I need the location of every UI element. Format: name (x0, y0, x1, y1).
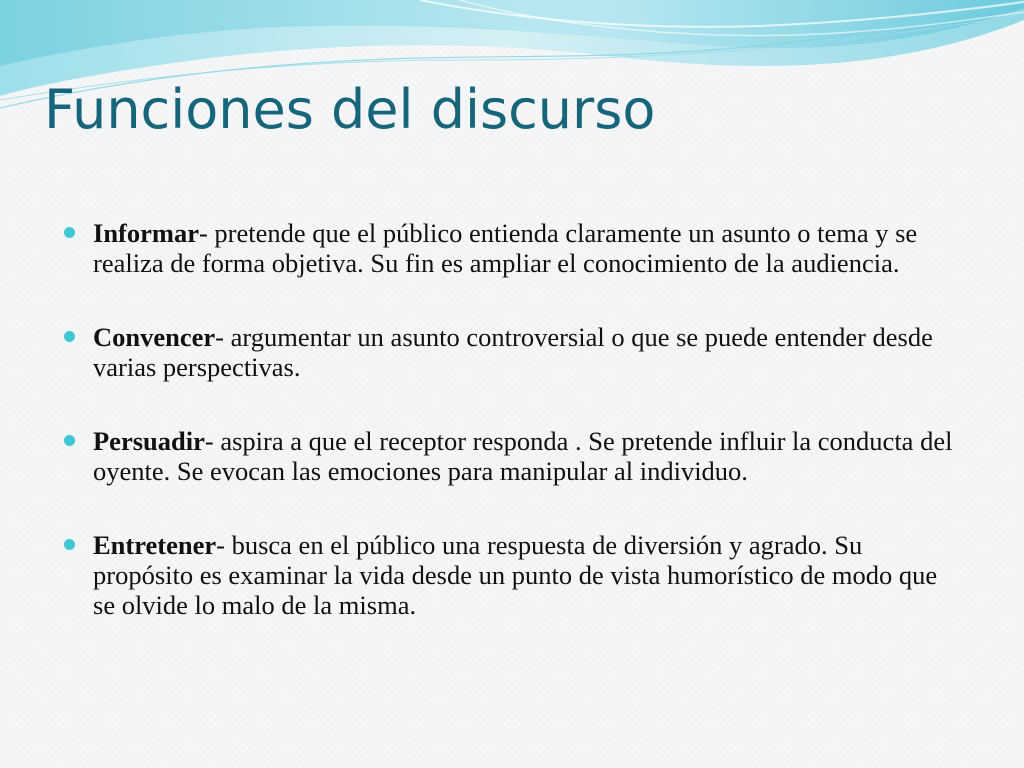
bullet-term: Entretener (93, 530, 217, 560)
bullet-item-convencer (64, 322, 964, 382)
bullet-text: - busca en el público una respuesta de diversión y agrado. Su propósito es examinar la vida desde un punto de vista humorístico de modo que se olvide lo malo de la misma. (93, 530, 938, 620)
bullet-text: - argumentar un asunto controversial o que se puede entender desde varias perspectivas. (93, 322, 933, 382)
bullet-item-informar (64, 218, 964, 278)
bullet-text: - aspira a que el receptor responda . Se pretende influir la conducta del oyente. Se evocan las emociones para manipular al individuo. (93, 426, 953, 486)
bullet-list (64, 218, 964, 620)
dot-bullet-icon (64, 435, 75, 446)
bullet-term: Convencer (93, 322, 216, 352)
bullet-text: - pretende que el público entienda claramente un asunto o tema y se realiza de forma objetiva. Su fin es ampliar el conocimiento de la audiencia. (93, 218, 918, 278)
dot-bullet-icon (64, 331, 75, 342)
slide-title: Funciones del discurso (44, 78, 656, 141)
bullet-term: Informar (93, 218, 199, 248)
bullet-term: Persuadir (93, 426, 205, 456)
bullet-item-persuadir (64, 426, 964, 486)
dot-bullet-icon (64, 227, 75, 238)
bullet-item-entretener (64, 530, 964, 620)
dot-bullet-icon (64, 539, 75, 550)
